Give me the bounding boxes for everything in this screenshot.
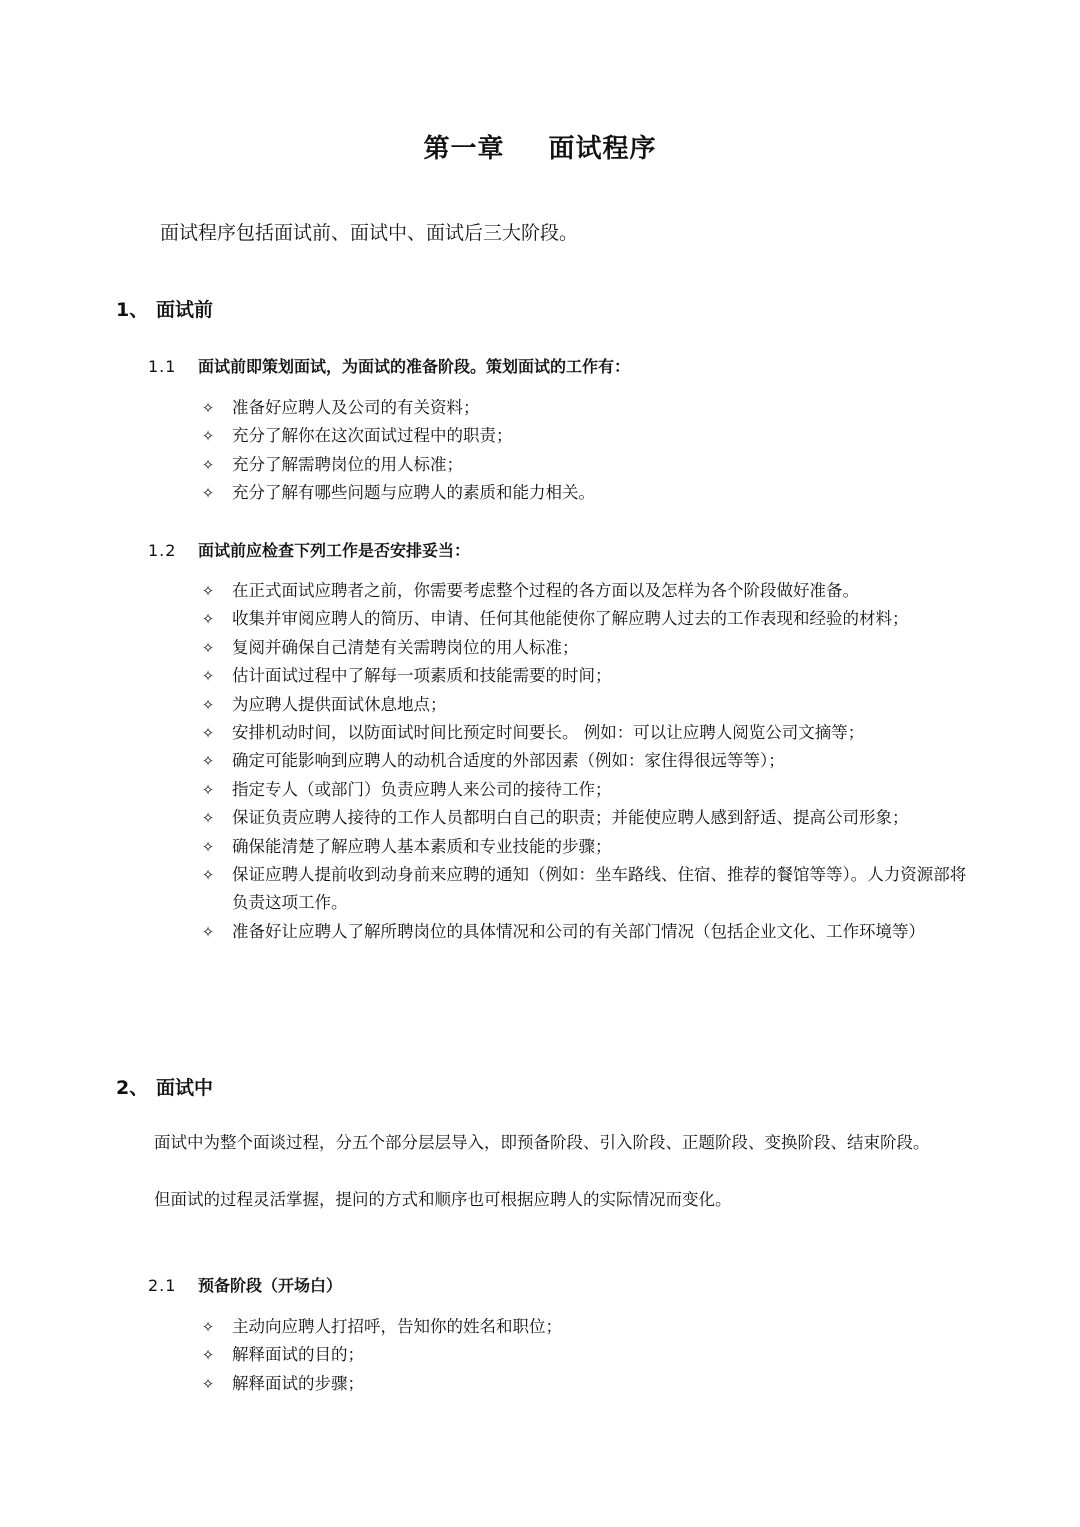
chapter-name: 面试程序 <box>548 134 657 164</box>
bullet-diamond-icon: ✧ <box>201 638 215 657</box>
list-item: ✧ 估计面试过程中了解每一项素质和技能需要的时间； <box>198 662 968 690</box>
section-1-title: 面试前 <box>156 299 214 321</box>
bullet-diamond-icon: ✧ <box>201 1318 215 1336</box>
bullet-diamond-icon: ✧ <box>201 667 215 686</box>
subsection-2-1-number: 2.1 <box>148 1276 177 1295</box>
chapter-label: 第一章 <box>423 134 505 164</box>
section-2-paragraph-2: 但面试的过程灵活掌握，提问的方式和顺序也可根据应聘人的实际情况而变化。 <box>154 1190 732 1209</box>
list-item: ✧ 为应聘人提供面试休息地点； <box>198 691 968 719</box>
list-item: ✧ 复阅并确保自己清楚有关需聘岗位的用人标准； <box>198 634 968 662</box>
bullet-diamond-icon: ✧ <box>201 427 215 446</box>
list-item: ✧ 收集并审阅应聘人的简历、申请、任何其他能使你了解应聘人过去的工作表现和经验的材料； <box>198 605 968 633</box>
list-item: ✧ 确定可能影响到应聘人的动机合适度的外部因素（例如：家住得很远等等）； <box>198 747 968 775</box>
list-item: ✧ 主动向应聘人打招呼，告知你的姓名和职位； <box>198 1313 968 1341</box>
list-item: ✧ 在正式面试应聘者之前，你需要考虑整个过程的各方面以及怎样为各个阶段做好准备。 <box>198 577 968 605</box>
list-item: ✧ 解释面试的步骤； <box>198 1370 968 1398</box>
section-2-heading <box>116 1073 213 1100</box>
subsection-1-1-list <box>198 394 968 508</box>
bullet-diamond-icon: ✧ <box>201 922 215 941</box>
subsection-2-1-title: 预备阶段（开场白） <box>198 1276 343 1295</box>
subsection-1-2-list <box>198 577 968 946</box>
bullet-diamond-icon: ✧ <box>201 1346 215 1365</box>
list-item: ✧ 准备好让应聘人了解所聘岗位的具体情况和公司的有关部门情况（包括企业文化、工作环境等） <box>198 918 968 946</box>
list-item: ✧ 充分了解有哪些问题与应聘人的素质和能力相关。 <box>198 479 968 507</box>
list-item: ✧ 保证应聘人提前收到动身前来应聘的通知（例如：坐车路线、住宿、推荐的餐馆等等）。人力资源部将负责这项工作。 <box>198 861 968 918</box>
section-2-paragraph-1: 面试中为整个面谈过程，分五个部分层层导入，即预备阶段、引入阶段、正题阶段、变换阶段、结束阶段。 <box>154 1133 930 1152</box>
list-item: ✧ 充分了解需聘岗位的用人标准； <box>198 451 968 479</box>
list-item: ✧ 充分了解你在这次面试过程中的职责； <box>198 422 968 450</box>
list-item: ✧ 保证负责应聘人接待的工作人员都明白自己的职责；并能使应聘人感到舒适、提高公司形象； <box>198 804 968 832</box>
bullet-diamond-icon: ✧ <box>201 809 215 828</box>
bullet-diamond-icon: ✧ <box>201 866 215 885</box>
list-item: ✧ 准备好应聘人及公司的有关资料； <box>198 394 968 422</box>
subsection-1-1-title: 面试前即策划面试，为面试的准备阶段。策划面试的工作有： <box>198 357 631 376</box>
subsection-2-1-list <box>198 1313 968 1398</box>
subsection-2-1-heading <box>148 1273 342 1296</box>
bullet-diamond-icon: ✧ <box>201 752 215 771</box>
subsection-1-2-title: 面试前应检查下列工作是否安排妥当： <box>198 541 471 560</box>
section-2-number: 2、 <box>116 1077 149 1099</box>
section-1-heading <box>116 295 213 322</box>
intro-paragraph: 面试程序包括面试前、面试中、面试后三大阶段。 <box>160 222 579 244</box>
subsection-1-1-number: 1.1 <box>148 357 177 376</box>
bullet-diamond-icon: ✧ <box>201 1374 215 1393</box>
section-1-number: 1、 <box>116 299 149 321</box>
bullet-diamond-icon: ✧ <box>201 484 215 503</box>
bullet-diamond-icon: ✧ <box>201 724 215 743</box>
list-item: ✧ 确保能清楚了解应聘人基本素质和专业技能的步骤； <box>198 833 968 861</box>
bullet-diamond-icon: ✧ <box>201 399 215 417</box>
subsection-1-2-number: 1.2 <box>148 541 177 560</box>
bullet-diamond-icon: ✧ <box>201 780 215 799</box>
bullet-diamond-icon: ✧ <box>201 455 215 474</box>
subsection-1-2-heading <box>148 538 470 561</box>
subsection-1-1-heading <box>148 354 630 377</box>
bullet-diamond-icon: ✧ <box>201 695 215 714</box>
section-2-title: 面试中 <box>156 1077 214 1099</box>
bullet-diamond-icon: ✧ <box>201 582 215 600</box>
list-item: ✧ 安排机动时间，以防面试时间比预定时间要长。 例如：可以让应聘人阅览公司文摘等； <box>198 719 968 747</box>
list-item: ✧ 解释面试的目的； <box>198 1341 968 1369</box>
bullet-diamond-icon: ✧ <box>201 837 215 856</box>
list-item: ✧ 指定专人（或部门）负责应聘人来公司的接待工作； <box>198 776 968 804</box>
chapter-title <box>0 128 1080 165</box>
bullet-diamond-icon: ✧ <box>201 610 215 629</box>
